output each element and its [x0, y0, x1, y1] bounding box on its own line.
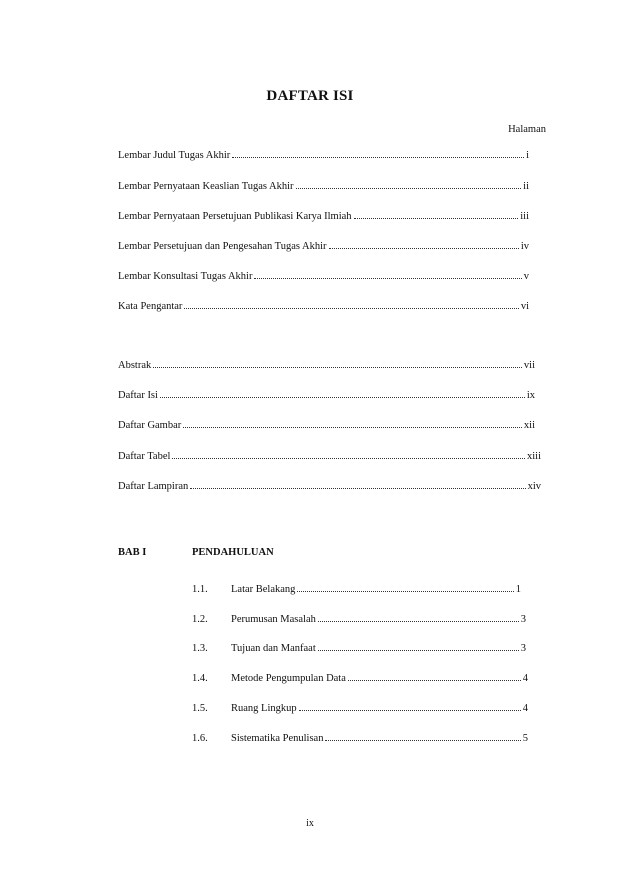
- toc-leader: [184, 308, 518, 309]
- toc-entry-page: xiv: [527, 481, 541, 492]
- toc-entry-page: 4: [522, 703, 528, 714]
- toc-entry: [231, 703, 528, 714]
- toc-leader: [254, 278, 521, 279]
- toc-entry: [118, 271, 529, 282]
- page-title: DAFTAR ISI: [266, 88, 354, 104]
- toc-entry-page: xiii: [526, 451, 541, 462]
- toc-entry-page: ii: [523, 181, 529, 192]
- toc-entry-label: Lembar Judul Tugas Akhir: [118, 150, 231, 161]
- toc-leader: [318, 621, 519, 622]
- toc-entry-label: Sistematika Penulisan: [231, 733, 324, 744]
- toc-entry: [118, 181, 529, 192]
- toc-entry-label: Tujuan dan Manfaat: [231, 643, 316, 654]
- toc-leader: [318, 650, 519, 651]
- toc-entry-page: 3: [520, 643, 526, 654]
- toc-leader: [354, 218, 519, 219]
- toc-entry: [118, 481, 541, 492]
- toc-entry: [231, 673, 528, 684]
- chapter-number: BAB I: [118, 547, 147, 558]
- toc-entry: [118, 211, 529, 222]
- toc-entry: [231, 614, 526, 625]
- toc-leader: [348, 680, 521, 681]
- toc-leader: [299, 710, 521, 711]
- toc-entry-page: iv: [520, 241, 529, 252]
- toc-leader: [190, 488, 525, 489]
- section-number: 1.4.: [192, 673, 208, 684]
- toc-leader: [232, 157, 524, 158]
- page-column-label: Halaman: [508, 124, 546, 135]
- toc-entry-page: 1: [515, 584, 521, 595]
- toc-leader: [172, 458, 525, 459]
- toc-entry: [118, 241, 529, 252]
- toc-entry-page: i: [526, 150, 529, 161]
- toc-entry: [118, 301, 529, 312]
- toc-entry: [118, 451, 541, 462]
- page-number-footer: ix: [306, 818, 314, 829]
- toc-entry: [118, 420, 535, 431]
- toc-leader: [329, 248, 519, 249]
- toc-entry: [118, 390, 535, 401]
- chapter-title: PENDAHULUAN: [192, 547, 274, 558]
- toc-leader: [153, 367, 522, 368]
- toc-entry-page: 5: [522, 733, 528, 744]
- toc-entry-label: Daftar Gambar: [118, 420, 182, 431]
- toc-leader: [160, 397, 525, 398]
- toc-entry: [118, 150, 529, 161]
- section-number: 1.5.: [192, 703, 208, 714]
- toc-entry-label: Lembar Persetujuan dan Pengesahan Tugas Akhir: [118, 241, 327, 252]
- toc-entry: [231, 584, 521, 595]
- toc-entry-page: vi: [520, 301, 529, 312]
- toc-entry-label: Daftar Isi: [118, 390, 158, 401]
- section-number: 1.1.: [192, 584, 208, 595]
- toc-entry: [231, 643, 526, 654]
- toc-entry-page: 3: [520, 614, 526, 625]
- toc-entry-label: Daftar Tabel: [118, 451, 171, 462]
- section-number: 1.3.: [192, 643, 208, 654]
- toc-leader: [325, 740, 520, 741]
- toc-entry-label: Lembar Pernyataan Keaslian Tugas Akhir: [118, 181, 294, 192]
- toc-entry-page: v: [523, 271, 529, 282]
- toc-entry-label: Ruang Lingkup: [231, 703, 297, 714]
- toc-leader: [183, 427, 522, 428]
- toc-entry-label: Perumusan Masalah: [231, 614, 316, 625]
- toc-entry-label: Kata Pengantar: [118, 301, 183, 312]
- toc-entry-label: Abstrak: [118, 360, 152, 371]
- toc-leader: [296, 188, 522, 189]
- toc-entry-page: vii: [523, 360, 535, 371]
- section-number: 1.6.: [192, 733, 208, 744]
- toc-entry-page: 4: [522, 673, 528, 684]
- toc-leader: [297, 591, 513, 592]
- toc-entry-label: Latar Belakang: [231, 584, 296, 595]
- toc-entry: [118, 360, 535, 371]
- toc-entry-label: Metode Pengumpulan Data: [231, 673, 346, 684]
- toc-entry-page: xii: [523, 420, 535, 431]
- toc-entry-page: iii: [520, 211, 529, 222]
- section-number: 1.2.: [192, 614, 208, 625]
- toc-entry-page: ix: [526, 390, 535, 401]
- toc-entry-label: Lembar Konsultasi Tugas Akhir: [118, 271, 253, 282]
- toc-entry: [231, 733, 528, 744]
- toc-entry-label: Daftar Lampiran: [118, 481, 189, 492]
- toc-entry-label: Lembar Pernyataan Persetujuan Publikasi Karya Ilmiah: [118, 211, 352, 222]
